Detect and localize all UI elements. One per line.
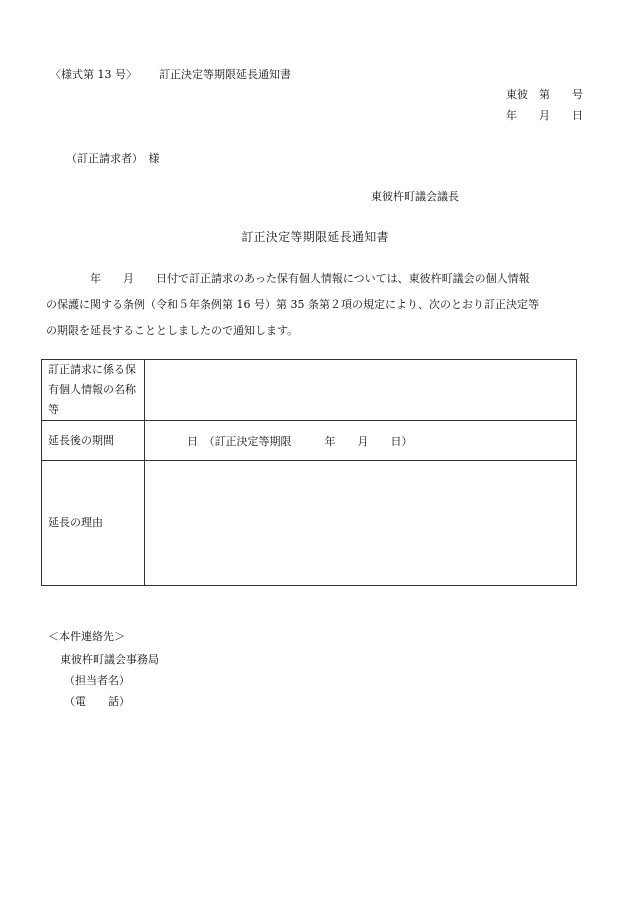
table-value-extended-period: 日 （訂正決定等期限 年 月 日） (145, 421, 577, 461)
extension-details-table (41, 359, 577, 586)
table-label-extension-reason: 延長の理由 (42, 461, 145, 586)
body-line-1: 年 月 日付で訂正請求のあった保有個人情報については、東彼杵町議会の個人情報 (46, 272, 530, 285)
contact-person: （担当者名） (64, 674, 130, 687)
document-number: 東彼 第 号 (506, 88, 583, 101)
table-value-extension-reason (145, 461, 577, 586)
contact-heading: ＜本件連絡先＞ (48, 630, 125, 643)
table-value-info-name (145, 360, 577, 421)
table-row (42, 421, 577, 461)
sender-name: 東彼杵町議会議長 (371, 190, 459, 203)
body-line-3: の期限を延長することとしましたので通知します。 (46, 324, 299, 337)
contact-phone: （電 話） (64, 695, 130, 708)
document-date: 年 月 日 (506, 109, 583, 122)
table-label-info-name: 訂正請求に係る保有個人情報の名称等 (42, 360, 145, 421)
form-name: 訂正決定等期限延長通知書 (159, 68, 291, 81)
table-label-extended-period: 延長後の期間 (42, 421, 145, 461)
body-line-2: の保護に関する条例（令和５年条例第 16 号）第 35 条第２項の規定により、次のとおり訂正決定等 (46, 298, 539, 311)
document-title: 訂正決定等期限延長通知書 (241, 230, 389, 244)
notice-body (46, 266, 584, 344)
form-label: 〈様式第 13 号〉 (50, 68, 137, 81)
recipient-line: （訂正請求者） 様 (66, 152, 160, 165)
contact-office: 東彼杵町議会事務局 (60, 653, 159, 666)
table-row (42, 461, 577, 586)
table-row (42, 360, 577, 421)
form-header (50, 66, 291, 82)
